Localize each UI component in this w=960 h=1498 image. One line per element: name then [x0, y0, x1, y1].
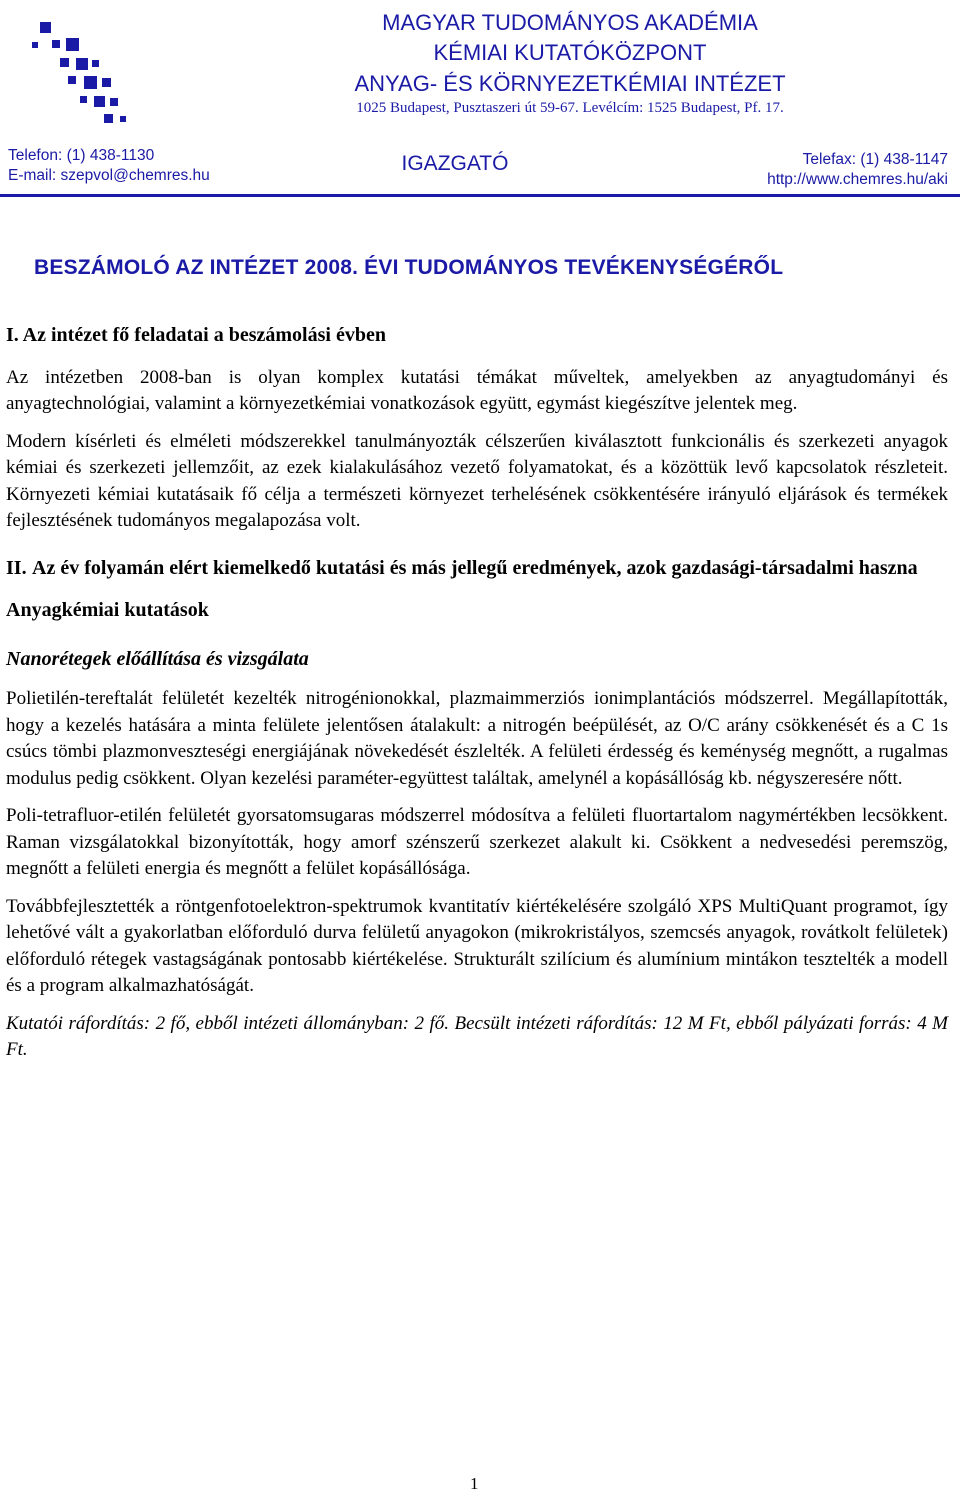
section-2-paragraph-2: Poli-tetrafluor-etilén felületét gyorsatomsugaras módszerrel módosítva a felületi fluortartalom nagymértékben lecsökkent. Raman vizsgálatokkal bizonyították, hogy amorf szénszerű szerkezet alakult ki. Csökkent a nedvesedési peremszög, megnőtt a felületi energia és megnőtt a felület kopásállósága.	[6, 805, 948, 879]
section-2-number: II.	[6, 556, 27, 579]
page-number: 1	[470, 1474, 479, 1493]
institution-name-3: ANYAG- ÉS KÖRNYEZETKÉMIAI INTÉZET	[354, 71, 786, 96]
institute-logo	[30, 14, 140, 144]
institution-address: 1025 Budapest, Pusztaszeri út 59-67. Levélcím: 1525 Budapest, Pf. 17.	[356, 100, 784, 116]
website-link[interactable]: http://www.chemres.hu/aki	[767, 171, 948, 188]
topic-heading: Nanorétegek előállítása és vizsgálata	[6, 647, 309, 670]
section-1-paragraph-1: Az intézetben 2008-ban is olyan komplex kutatási témákat műveltek, amelyekben az anyagtudományi és anyagtechnológiai, valamint a környezetkémiai vonatkozások együtt, egymást kiegészítve jelentek meg.	[6, 366, 948, 414]
page-title: BESZÁMOLÓ AZ INTÉZET 2008. ÉVI TUDOMÁNYOS TEVÉKENYSÉGÉRŐL	[34, 256, 784, 279]
section-2-heading-text: Az év folyamán elért kiemelkedő kutatási és más jellegű eredmények, azok gazdasági-társadalmi haszna	[32, 556, 918, 579]
fax: Telefax: (1) 438-1147	[802, 151, 948, 168]
phone: Telefon: (1) 438-1130	[8, 147, 155, 164]
email: E-mail: szepvol@chemres.hu	[8, 167, 210, 184]
section-2-paragraph-3: Továbbfejlesztették a röntgenfotoelektron-spektrumok kvantitatív kiértékelésére szolgáló XPS MultiQuant programot, így lehetővé vált a gyakorlatban előforduló durva felületű anyagokon (mikrokristályos, szemcsés anyagok, rovátkolt felületek) előforduló rétegek vastagságának pontosabb kiértékelése. Strukturált szilícium és alumínium mintákon tesztelték a modell és a program alkalmazhatóságát.	[6, 895, 948, 996]
section-2-heading	[6, 555, 948, 582]
document-body	[6, 322, 948, 1075]
institution-name-2: KÉMIAI KUTATÓKÖZPONT	[433, 40, 707, 65]
header-divider	[0, 194, 960, 197]
director-label: IGAZGATÓ	[401, 152, 509, 175]
section-1-heading: I. Az intézet fő feladatai a beszámolási évben	[6, 324, 386, 346]
section-2-paragraph-1: Polietilén-tereftalát felületét kezelték nitrogénionokkal, plazmaimmerziós ionimplantációs módszerrel. Megállapították, hogy a kezelés hatására a minta felülete jelentősen átalakult: a nitrogén beépülését, az O/C arány csökkenését és a C 1s csúcs tömbi plazmonveszteségi energiájának növekedését észlelték. A felületi érdesség és keménység megnőtt, a rugalmas modulus pedig csökkent. Olyan kezelési paraméter-együttest találtak, amelynél a kopásállóság kb. négyszeresére nőtt.	[6, 688, 948, 789]
funding-note: Kutatói ráfordítás: 2 fő, ebből intézeti állományban: 2 fő. Becsült intézeti ráfordítás: 12 M Ft, ebből pályázati forrás: 4 M Ft.	[6, 1012, 948, 1060]
subsection-heading: Anyagkémiai kutatások	[6, 599, 209, 621]
institution-name-1: MAGYAR TUDOMÁNYOS AKADÉMIA	[382, 10, 758, 35]
section-1-paragraph-2: Modern kísérleti és elméleti módszerekkel tanulmányozták célszerűen kiválasztott funkcionális és szerkezeti anyagok kémiai és szerkezeti jellemzőit, az ezek kialakulásához vezető folyamatokat, és a közöttük levő kapcsolatok részleteit. Környezeti kémiai kutatásaik fő célja a természeti környezet terhelésének csökkentésére irányuló eljárások és termékek fejlesztésének tudományos megalapozása volt.	[6, 430, 948, 531]
